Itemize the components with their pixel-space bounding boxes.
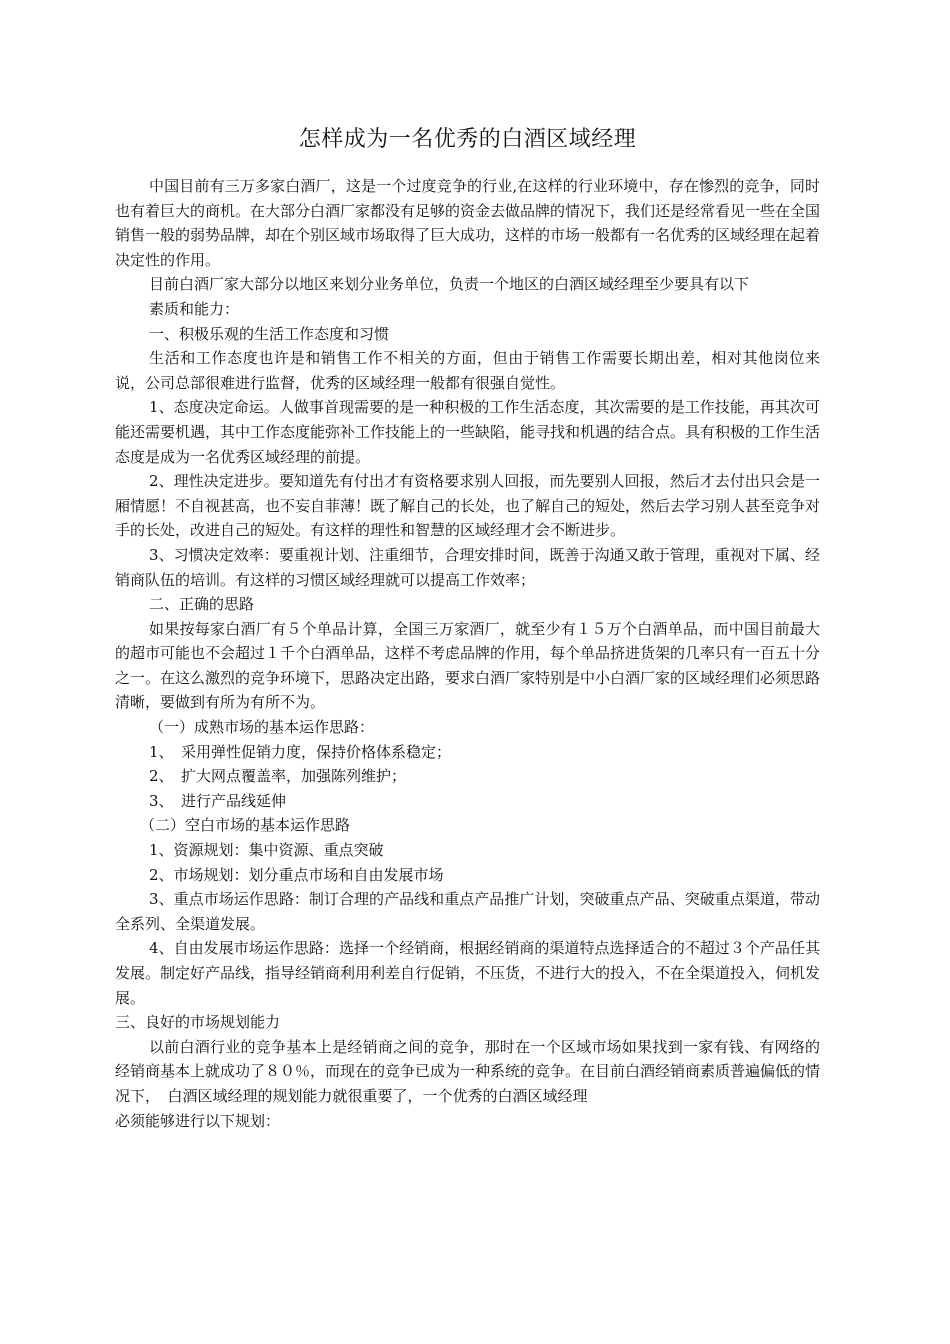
subsection-heading-blank: （二）空白市场的基本运作思路 (140, 816, 351, 835)
section-heading-1: 一、积极乐观的生活工作态度和习惯 (149, 324, 390, 343)
list-item-blank-2: 2、市场规划：划分重点市场和自由发展市场 (149, 865, 444, 884)
section-heading-2: 二、正确的思路 (149, 595, 255, 614)
list-item-mature-1: 1、 采用弹性促销力度，保持价格体系稳定； (149, 742, 452, 761)
list-item-attitude-2: 2、理性决定进步。要知道先有付出才有资格要求别人回报，而先要别人回报，然后才去付出只会是一厢情愿！不自视甚高，也不妄自菲薄！既了解自己的长处，也了解自己的短处，然后去学习别人甚至竞争对手的长处，改进自己的短处。有这样的理性和智慧的区域经理才会不断进步。 (115, 472, 821, 540)
section-heading-3: 三、良好的市场规划能力 (115, 1013, 281, 1032)
list-item-mature-3: 3、 进行产品线延伸 (149, 791, 287, 810)
list-item-blank-3: 3、重点市场运作思路：制订合理的产品线和重点产品推广计划，突破重点产品、突破重点渠道，带动全系列、全渠道发展。 (115, 890, 820, 933)
list-item-attitude-3: 3、习惯决定效率：要重视计划、注重细节，合理安排时间，既善于沟通又敢于管理，重视对下属、经销商队伍的培训。有这样的习惯区域经理就可以提高工作效率； (115, 545, 820, 589)
list-item-blank-4: 4、自由发展市场运作思路：选择一个经销商，根据经销商的渠道特点选择适合的不超过３个产品任其发展。制定好产品线，指导经销商利用利差自行促销，不压货，不进行大的投入，不在全渠道投入，伺机发展。 (115, 939, 821, 1007)
paragraph-requirements: 目前白酒厂家大部分以地区来划分业务单位，负责一个地区的白酒区域经理至少要具有以下 (149, 275, 750, 294)
paragraph-planning-cont: 必须能够进行以下规划： (115, 1111, 281, 1130)
list-item-attitude-1: 1、态度决定命运。人做事首现需要的是一种积极的工作生活态度，其次需要的是工作技能，再其次可能还需要机遇，其中工作态度能弥补工作技能上的一些缺陷，能寻找和机遇的结合点。具有积极的工作生活态度是成为一名优秀区域经理的前提。 (115, 398, 821, 466)
paragraph-thinking: 如果按每家白酒厂有５个单品计算，全国三万家酒厂，就至少有１５万个白酒单品，而中国目前最大的超市可能也不会超过１千个白酒单品，这样不考虑品牌的作用，每个单品挤进货架的几率只有一百五十分之一。在这么激烈的竞争环境下，思路决定出路，要求白酒厂家特别是中小白酒厂家的区域经理们必须思路清晰，要做到有所为有所不为。 (115, 619, 821, 712)
document-title: 怎样成为一名优秀的白酒区域经理 (298, 127, 637, 152)
paragraph-intro: 中国目前有三万多家白酒厂，这是一个过度竞争的行业,在这样的行业环境中，存在惨烈的竞争，同时也有着巨大的商机。在大部分白酒厂家都没有足够的资金去做品牌的情况下，我们还是经常看见一些在全国销售一般的弱势品牌，却在个别区域市场取得了巨大成功，这样的市场一般都有一名优秀的区域经理在起着决定性的作用。 (115, 177, 821, 269)
subsection-heading-mature: （一）成熟市场的基本运作思路： (149, 718, 375, 737)
list-item-mature-2: 2、 扩大网点覆盖率，加强陈列维护； (149, 767, 407, 786)
paragraph-planning: 以前白酒行业的竞争基本上是经销商之间的竞争，那时在一个区域市场如果找到一家有钱、有网络的经销商基本上就成功了８０％，而现在的竞争已成为一种系统的竞争。在目前白酒经销商素质普遍偏低的情况下， 白酒区域经理的规划能力就很重要了，一个优秀的白酒区域经理 (115, 1037, 821, 1105)
paragraph-requirements-cont: 素质和能力： (149, 299, 240, 318)
list-item-blank-1: 1、资源规划：集中资源、重点突破 (149, 841, 384, 860)
paragraph-attitude: 生活和工作态度也许是和销售工作不相关的方面，但由于销售工作需要长期出差，相对其他岗位来说，公司总部很难进行监督，优秀的区域经理一般都有很强自觉性。 (115, 349, 820, 392)
